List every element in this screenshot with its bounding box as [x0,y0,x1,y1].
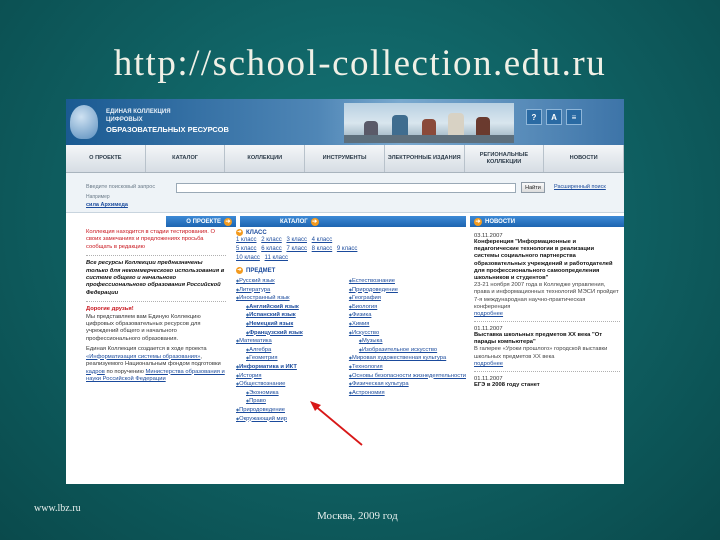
news-date: 01.11.2007 [474,326,503,333]
subject-link[interactable]: ◆ Иностранный язык [236,294,349,303]
nav-tools[interactable]: ИНСТРУМЕНТЫ [305,145,385,172]
subject-link[interactable]: ◆ Французский язык [236,329,349,338]
nav-regional[interactable]: РЕГИОНАЛЬНЫЕ КОЛЛЕКЦИИ [465,145,545,172]
subject-link[interactable]: ◆ Английский язык [236,303,349,312]
search-example-label: Например [86,194,110,200]
about-bar-label: О ПРОЕКТЕ [186,218,221,225]
logo-text-line1: ЕДИНАЯ КОЛЛЕКЦИЯ [106,109,171,115]
catalog-column [236,229,466,423]
about-bar[interactable] [166,216,236,227]
subject-column-right [349,277,466,423]
nav-about[interactable]: О ПРОЕКТЕ [66,145,146,172]
site-header [66,99,624,145]
arrow-icon: ➔ [225,218,231,225]
subject-link[interactable]: ◆ Немецкий язык [236,320,349,329]
subject-link[interactable]: ◆ Информатика и ИКТ [236,363,349,372]
news-body: 23-21 ноября 2007 года в Колледже управления, права и информационных технологий МЭСИ пройдет 7-я международная научно-практическая конференция [474,282,619,310]
subject-link[interactable]: ◆ Мировая художественная культура [349,354,466,363]
news-item [474,233,620,317]
usage-notice: Все ресурсы Коллекции предназначены только для некоммерческого использования в системе общего и начального профессионального образования Российской Федерации [86,260,225,296]
footer-website: www.lbz.ru [34,503,81,514]
search-input[interactable] [176,183,516,193]
search-button[interactable]: Найти [521,182,545,193]
subject-link[interactable]: ◆ Обществознание [236,380,349,389]
project-text: Единая Коллекция создается в ходе проекта «Информатизация системы образования», реализуемого Национальным фондом подготовки кадров по поручению Министерства образования и науки Российской Федерации [86,346,225,382]
main-nav [66,145,624,173]
class-link[interactable]: 8 класс [311,246,333,252]
subject-link[interactable]: ◆ Физическая культура [349,380,466,389]
class-list [236,236,466,263]
logo-text-line3: ОБРАЗОВАТЕЛЬНЫХ РЕСУРСОВ [106,125,229,134]
news-date: 03.11.2007 [474,233,503,239]
testing-notice: Коллекция находится в стадии тестирования. О своих замечаниях и предложениях просьба сообщать в редакцию [86,229,215,250]
arrow-icon: ➔ [237,267,242,273]
left-column [86,229,226,383]
class-link[interactable]: 5 класс [236,246,257,252]
class-link[interactable]: 2 класс [261,237,282,243]
friends-text: Мы представляем вам Единую Коллекцию цифровых образовательных ресурсов для учреждений общего и начального профессионального образования. [86,313,201,342]
project-link[interactable]: «Информатизация системы образования» [86,353,201,360]
subject-link[interactable]: ◆ Геометрия [236,354,349,363]
news-more-link[interactable]: подробнее [474,360,504,367]
catalog-bar[interactable] [240,216,466,227]
logo-text-line2: ЦИФРОВЫХ [106,117,143,123]
news-title[interactable]: Выставка школьных предметов XX века "От парады компьютера" [474,332,603,346]
news-title[interactable]: ЕГЭ в 2008 году станет [474,381,540,388]
subject-link[interactable]: ◆ География [349,294,466,303]
subject-link[interactable]: ◆ Природоведение [236,406,349,415]
news-date: 01.11.2007 [474,375,503,382]
class-link[interactable]: 7 класс [286,246,307,252]
subject-link[interactable]: ◆ Испанский язык [236,311,349,320]
class-link[interactable]: 9 класс [336,246,358,252]
subject-link[interactable]: ◆ Экономика [236,389,349,398]
subject-link[interactable]: ◆ Право [236,397,349,406]
advanced-search-link[interactable]: Расширенный поиск [554,184,606,190]
subject-link[interactable]: ◆ Астрономия [349,389,466,398]
subject-link[interactable]: ◆ История [236,372,349,381]
arrow-icon: ➔ [475,218,481,225]
arrow-icon: ➔ [237,229,242,235]
subject-link[interactable]: ◆ Физика [349,311,466,320]
class-link[interactable]: 10 класс [236,255,260,261]
footer-place-year: Москва, 2009 год [317,510,398,522]
subject-link[interactable]: ◆ Химия [349,320,466,329]
search-label: Введите поисковый запрос [86,184,156,190]
nav-catalog[interactable]: КАТАЛОГ [146,145,226,172]
search-panel [66,173,624,213]
class-link[interactable]: 1 класс [236,237,257,243]
font-size-icon[interactable]: A [546,109,562,125]
header-icons [526,109,582,125]
nav-collections[interactable]: КОЛЛЕКЦИИ [225,145,305,172]
nav-news[interactable]: НОВОСТИ [544,145,624,172]
subject-heading: ➔ ПРЕДМЕТ [237,267,276,274]
class-link[interactable]: 11 класс [264,255,288,261]
arrow-icon: ➔ [312,218,318,225]
news-item [474,326,620,367]
news-bar[interactable] [470,216,624,227]
sitemap-icon[interactable]: ≡ [566,109,582,125]
news-more-link[interactable]: подробнее [474,311,504,318]
ministry-link[interactable]: Министерства образования и науки Российской Федерации [86,368,225,382]
subject-link[interactable]: ◆ Математика [236,337,349,346]
subject-link[interactable]: ◆ Технология [349,363,466,372]
catalog-bar-label: КАТАЛОГ [280,218,308,225]
subject-link[interactable]: ◆ Окружающий мир [236,415,349,424]
subject-link[interactable]: ◆ Русский язык [236,277,349,286]
subject-link[interactable]: ◆ Природоведение [349,286,466,295]
help-icon[interactable]: ? [526,109,542,125]
class-link[interactable]: 6 класс [261,246,282,252]
annotation-arrow-icon [306,399,366,449]
news-column [474,229,620,389]
website-screenshot [66,99,624,484]
friends-title: Дорогие друзья! [86,306,134,313]
fund-link[interactable]: кадров [86,368,105,375]
class-link[interactable]: 4 класс [311,237,333,243]
news-bar-label: НОВОСТИ [485,218,516,225]
subject-link[interactable]: ◆ Искусство [349,329,466,338]
subject-link[interactable]: ◆ Биология [349,303,466,312]
search-example-link[interactable]: сила Архимеда [86,202,128,208]
subject-link[interactable]: ◆ Естествознание [349,277,466,286]
news-body: В галерее «Уроки прошлого» городской выставки школьных предметов XX века [474,346,608,360]
subject-link[interactable]: ◆ Алгебра [236,346,349,355]
class-link[interactable]: 3 класс [286,237,307,243]
slide-title: http://school-collection.edu.ru [113,43,607,84]
header-photo [344,103,514,143]
logo-icon[interactable] [70,105,98,139]
news-item [474,376,620,389]
subject-link[interactable]: ◆ Музыка [349,337,466,346]
subject-link[interactable]: ◆ Литература [236,286,349,295]
subject-link[interactable]: ◆ Изобразительное искусство [349,346,466,355]
news-title[interactable]: Конференция "Информационные и педагогические технологии в реализации системы социального партнерства образовательных учреждений и работодателей для профессионального самоопределения школьников и студентов" [474,239,613,282]
nav-e-editions[interactable]: ЭЛЕКТРОННЫЕ ИЗДАНИЯ [385,145,465,172]
subject-link[interactable]: ◆ Основы безопасности жизнедеятельности [349,372,466,381]
class-heading: ➔ КЛАСС [237,229,267,236]
